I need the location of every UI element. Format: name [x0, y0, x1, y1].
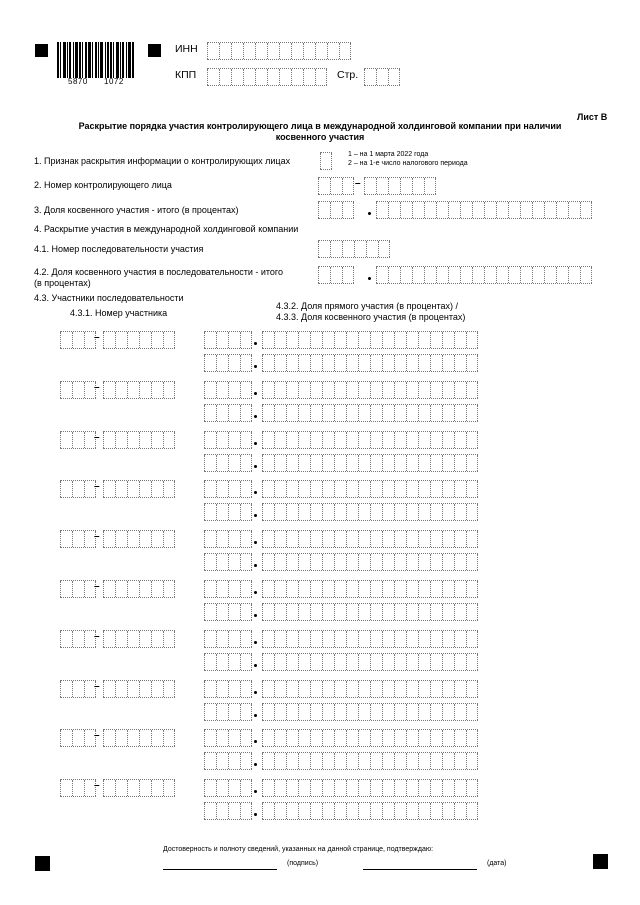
direct-share-int[interactable] — [204, 680, 252, 698]
indirect-share-frac[interactable] — [262, 354, 478, 372]
participant-number-part2[interactable] — [103, 729, 175, 747]
indirect-share-int[interactable] — [204, 752, 252, 770]
participant-number-part1[interactable] — [60, 630, 96, 648]
registration-marker-bottom-right — [593, 854, 608, 869]
page-title — [60, 121, 580, 143]
direct-share-int[interactable] — [204, 480, 252, 498]
decimal-point — [254, 763, 257, 766]
decimal-point — [254, 614, 257, 617]
direct-share-frac[interactable] — [262, 431, 478, 449]
decimal-point — [254, 514, 257, 517]
direct-share-int[interactable] — [204, 381, 252, 399]
dash-separator: – — [355, 178, 361, 189]
participant-number-part2[interactable] — [103, 480, 175, 498]
participant-number-part1[interactable] — [60, 381, 96, 399]
direct-share-int[interactable] — [204, 530, 252, 548]
legend-option-2: 2 – на 1-е число налогового периода — [348, 160, 468, 167]
barcode — [57, 42, 139, 78]
indirect-share-int[interactable] — [204, 802, 252, 820]
decimal-point — [254, 491, 257, 494]
registration-marker-top-mid — [148, 44, 161, 57]
indirect-share-total-int[interactable] — [318, 201, 354, 219]
direct-share-int[interactable] — [204, 630, 252, 648]
direct-share-int[interactable] — [204, 729, 252, 747]
participant-number-part1[interactable] — [60, 580, 96, 598]
indirect-share-int[interactable] — [204, 503, 252, 521]
indirect-share-int[interactable] — [204, 354, 252, 372]
dash-separator: – — [94, 531, 100, 542]
direct-share-frac[interactable] — [262, 680, 478, 698]
participant-number-part2[interactable] — [103, 680, 175, 698]
page-field[interactable] — [364, 68, 400, 86]
kpp-field[interactable] — [207, 68, 327, 86]
participant-number-part1[interactable] — [60, 530, 96, 548]
direct-share-frac[interactable] — [262, 530, 478, 548]
inn-field[interactable] — [207, 42, 351, 60]
inn-label: ИНН — [175, 43, 198, 55]
direct-share-int[interactable] — [204, 779, 252, 797]
registration-marker-bottom-left — [35, 856, 50, 871]
participant-number-part2[interactable] — [103, 630, 175, 648]
direct-share-int[interactable] — [204, 431, 252, 449]
participant-number-part1[interactable] — [60, 431, 96, 449]
direct-share-frac[interactable] — [262, 729, 478, 747]
field-4-3-2-label: 4.3.2. Доля прямого участия (в процентах) / — [276, 301, 459, 311]
participant-number-part2[interactable] — [103, 530, 175, 548]
direct-share-frac[interactable] — [262, 331, 478, 349]
decimal-point — [254, 641, 257, 644]
field-4-2-label-line1: 4.2. Доля косвенного участия в последовательности - итого — [34, 267, 284, 277]
field-4-2-label-line2: (в процентах) — [34, 278, 91, 288]
participant-number-part2[interactable] — [103, 431, 175, 449]
kpp-label: КПП — [175, 69, 197, 81]
decimal-point — [254, 465, 257, 468]
page-label: Стр. — [337, 69, 359, 81]
dash-separator: – — [94, 730, 100, 741]
dash-separator: – — [94, 332, 100, 343]
indirect-share-int[interactable] — [204, 703, 252, 721]
direct-share-int[interactable] — [204, 580, 252, 598]
decimal-point — [368, 277, 371, 280]
decimal-point — [254, 813, 257, 816]
field-4-1-label: 4.1. Номер последовательности участия — [34, 244, 204, 254]
field-4-3-3-label: 4.3.3. Доля косвенного участия (в процентах) — [276, 312, 466, 322]
dash-separator: – — [94, 581, 100, 592]
participant-number-part2[interactable] — [103, 580, 175, 598]
direct-share-int[interactable] — [204, 331, 252, 349]
confirmation-text: Достоверность и полноту сведений, указанных на данной странице, подтверждаю: — [163, 846, 434, 853]
participant-number-part2[interactable] — [103, 381, 175, 399]
field-1-label: 1. Признак раскрытия информации о контролирующих лицах — [34, 156, 291, 166]
participant-number-part1[interactable] — [60, 680, 96, 698]
indirect-share-int[interactable] — [204, 653, 252, 671]
dash-separator: – — [94, 382, 100, 393]
date-line[interactable] — [363, 869, 477, 870]
direct-share-frac[interactable] — [262, 480, 478, 498]
decimal-point — [254, 591, 257, 594]
decimal-point — [254, 664, 257, 667]
indirect-share-total-frac[interactable] — [376, 201, 592, 219]
participant-number-part1[interactable] — [60, 729, 96, 747]
indirect-share-frac[interactable] — [262, 802, 478, 820]
decimal-point — [254, 541, 257, 544]
sequence-number-field[interactable] — [318, 240, 390, 258]
disclosure-flag-field[interactable] — [320, 152, 332, 170]
decimal-point — [254, 691, 257, 694]
dash-separator: – — [94, 681, 100, 692]
indirect-share-frac[interactable] — [262, 653, 478, 671]
direct-share-frac[interactable] — [262, 779, 478, 797]
controller-number-part1[interactable] — [318, 177, 354, 195]
field-2-label: 2. Номер контролирующего лица — [34, 180, 172, 190]
participant-number-part1[interactable] — [60, 331, 96, 349]
indirect-share-int[interactable] — [204, 603, 252, 621]
controller-number-part2[interactable] — [364, 177, 436, 195]
field-4-3-1-label: 4.3.1. Номер участника — [70, 308, 168, 318]
decimal-point — [254, 564, 257, 567]
field-3-label: 3. Доля косвенного участия - итого (в процентах) — [34, 205, 239, 215]
participant-number-part2[interactable] — [103, 779, 175, 797]
indirect-share-frac[interactable] — [262, 454, 478, 472]
sequence-share-total-frac[interactable] — [376, 266, 592, 284]
dash-separator: – — [94, 780, 100, 791]
signature-caption: (подпись) — [287, 860, 319, 867]
decimal-point — [254, 714, 257, 717]
dash-separator: – — [94, 631, 100, 642]
decimal-point — [254, 342, 257, 345]
participant-number-part1[interactable] — [60, 779, 96, 797]
indirect-share-frac[interactable] — [262, 603, 478, 621]
sheet-label: Лист В — [577, 112, 608, 122]
decimal-point — [368, 212, 371, 215]
barcode-number-left: 5870 — [68, 77, 88, 86]
indirect-share-int[interactable] — [204, 553, 252, 571]
field-4-3-label: 4.3. Участники последовательности — [34, 293, 184, 303]
signature-line[interactable] — [163, 869, 277, 870]
page-title-line-1: Раскрытие порядка участия контролирующего лица в международной холдинговой компании при наличии — [78, 121, 562, 131]
barcode-number-right: 1072 — [104, 77, 124, 86]
indirect-share-int[interactable] — [204, 454, 252, 472]
decimal-point — [254, 392, 257, 395]
field-4-label: 4. Раскрытие участия в международной холдинговой компании — [34, 224, 299, 234]
dash-separator: – — [94, 432, 100, 443]
indirect-share-frac[interactable] — [262, 703, 478, 721]
decimal-point — [254, 790, 257, 793]
direct-share-frac[interactable] — [262, 381, 478, 399]
participant-number-part1[interactable] — [60, 480, 96, 498]
indirect-share-frac[interactable] — [262, 752, 478, 770]
dash-separator: – — [94, 481, 100, 492]
sequence-share-total-int[interactable] — [318, 266, 354, 284]
direct-share-frac[interactable] — [262, 580, 478, 598]
participant-number-part2[interactable] — [103, 331, 175, 349]
decimal-point — [254, 740, 257, 743]
date-caption: (дата) — [487, 860, 507, 867]
decimal-point — [254, 415, 257, 418]
legend-option-1: 1 – на 1 марта 2022 года — [348, 151, 429, 158]
indirect-share-frac[interactable] — [262, 553, 478, 571]
disclosure-flag-legend — [348, 150, 468, 168]
indirect-share-int[interactable] — [204, 404, 252, 422]
decimal-point — [254, 365, 257, 368]
registration-marker-top-left — [35, 44, 48, 57]
indirect-share-frac[interactable] — [262, 503, 478, 521]
indirect-share-frac[interactable] — [262, 404, 478, 422]
page-title-line-2: косвенного участия — [275, 132, 365, 142]
direct-share-frac[interactable] — [262, 630, 478, 648]
decimal-point — [254, 442, 257, 445]
